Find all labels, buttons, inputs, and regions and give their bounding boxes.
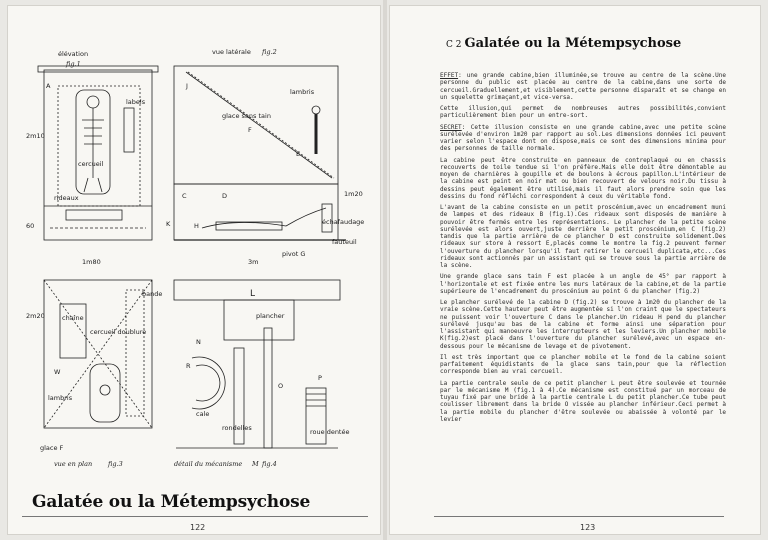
- fig2-person-head: [312, 106, 320, 114]
- paragraph-6: Le plancher surélevé de la cabine D (fig.2) se trouve à 1m20 du plancher de la vraie scène.Cette hauteur peut être augmentée si l'on craint que le spectateurs ne puissent voir l'ouverture C dans le plancher.Un rideau H pend du plancher surélevé jusqu'au bas de la cabine et forme ainsi une séparation pour l'assistant qui manoeuvre les interrupteurs et les leviers.Un plancher mobile K(fig.2)est placé dans l'ouverture du plancher surélevé,avec un espace en-dessous pour le mécanisme de levage et de pivotement.: [440, 299, 726, 350]
- label-plancher: plancher: [256, 312, 285, 320]
- label-2m20: 2m20: [26, 312, 45, 320]
- label-cercueil-doublure: cercueil doublure: [90, 328, 147, 336]
- label-D: D: [222, 192, 228, 200]
- label-vue-laterale: vue latérale: [212, 48, 251, 56]
- technical-drawing: [26, 28, 366, 478]
- technical-drawing-svg: [26, 28, 366, 478]
- fig1-skeleton-skull: [87, 96, 99, 108]
- fig4-top-beam: [174, 280, 340, 300]
- label-A: A: [46, 82, 51, 90]
- label-60: 60: [26, 222, 35, 230]
- label-cale: cale: [196, 410, 210, 418]
- label-2m10: 2m10: [26, 132, 45, 140]
- left-page-title: Galatée ou la Métempsychose: [32, 492, 311, 512]
- left-page-rule: [22, 516, 368, 517]
- effet-label: EFFET: [440, 72, 459, 79]
- label-elevation: élévation: [58, 50, 89, 58]
- label-cercueil: cercueil: [78, 160, 104, 168]
- label-chaine: chaîne: [62, 314, 84, 322]
- right-page: [390, 6, 760, 534]
- label-C: C: [182, 192, 187, 200]
- label-echafaudage: échafaudage: [322, 218, 365, 226]
- fig1-lamps: [124, 108, 134, 152]
- article-body: [440, 72, 726, 427]
- paragraph-secret: [440, 124, 726, 153]
- title-code: C 2: [446, 40, 462, 50]
- fig4-plancher: [224, 300, 294, 340]
- label-K: K: [166, 220, 171, 228]
- label-lambris-2: lambris: [290, 88, 315, 96]
- label-fauteuil: fauteuil: [332, 238, 357, 246]
- fig1-stage-front: [66, 210, 122, 220]
- label-1m20: 1m20: [344, 190, 363, 198]
- label-rondelles: rondelles: [222, 424, 252, 432]
- label-F: F: [248, 126, 252, 134]
- label-rideaux: rideaux: [54, 194, 79, 202]
- label-1m80: 1m80: [82, 258, 101, 266]
- label-J: J: [186, 82, 188, 90]
- label-fig1: fig.1: [66, 60, 81, 68]
- label-pivot-g: pivot G: [282, 250, 306, 258]
- label-E: E: [296, 150, 301, 158]
- label-glace-f: glace F: [40, 444, 64, 452]
- label-P: P: [318, 374, 322, 382]
- label-bande: bande: [142, 290, 163, 298]
- label-glace-sans-tain: glace sans tain: [222, 112, 271, 120]
- secret-text: : Cette illusion consiste en une grande cabine,avec une petite scène surélevée d'environ 1m20 par rapport au sol.Les dimensions données ici peuvent varier selon l'espace dont on dispose,mais ce sont des dimensions minima pour des personnes de taille normale.: [440, 123, 726, 153]
- paragraph-7: Il est très important que ce plancher mobile et le fond de la cabine soient parfaitement équidistants de la glace sans tain,pour que la réflection corresponde bien au vrai cercueil.: [440, 353, 726, 376]
- label-lambris-1: labels: [126, 98, 146, 106]
- effet-text: : une grande cabine,bien illuminée,se trouve au centre de la scène.Une personne du public est placée au centre de la cabine,dans une sorte de cercueil.Graduellement,et visiblement,cette personne disparaît et se change en un squelette grimaçant,et vice-versa.: [440, 72, 726, 101]
- right-page-rule: [434, 516, 724, 517]
- fig1-elevation: [38, 66, 158, 240]
- paragraph-4: L'avant de la cabine consiste en un petit proscénium,avec un encadrement muni de lampes et des rideaux B (fig.1).Ces rideaux sont disposés de manière à pouvoir être fermés entre les représentations. Le plancher de la petite scène surélevée est alors ouvert,juste derrière le petit proscénium,en C (fig.2) tandis que la partie arrière de ce plancher D est construite solidement.Des rideaux sur store à ressort E,placés comme le montre la fig.2 peuvent fermer l'ouverture du plancher lorsqu'il faut retirer le cercueil duplicata,etc...Ces rideaux sont actionnés par un assistant qui se trouve sous la partie arrière de la scène.: [440, 204, 726, 269]
- label-H: H: [194, 222, 199, 230]
- label-N: N: [196, 338, 201, 346]
- label-detail-mecanisme: détail du mécanisme: [174, 460, 243, 468]
- paragraph-effet-2: Cette illusion,qui permet de nombreuses autres possibilités,convient particulièrement bien pour un entre-sort.: [440, 105, 726, 120]
- label-vue-en-plan: vue en plan: [54, 460, 93, 468]
- label-fig4: fig.4: [262, 460, 277, 468]
- left-page: [8, 6, 380, 534]
- label-R: R: [186, 362, 191, 370]
- fig1-frame: [44, 70, 152, 240]
- paragraph-3: La cabine peut être construite en panneaux de contreplaqué ou en chassis recouverts de toile tendue si l'on préfère.Mais elle doit être démontable au moyen de charnières à goupille et de boulons à écrous papillon.L'intérieur de la cabine est peint en noir mat ou bien recouvert de velours noir.Du tissu à dessins peut également être utilisé,mais il faut alors prendre soin que les dessins du fond réfléchi correspondent à ceux du véritable fond.: [440, 156, 726, 200]
- label-W: W: [54, 368, 61, 376]
- paragraph-effet: [440, 72, 726, 101]
- fig2-upper-box: [174, 66, 338, 184]
- label-roue-dentee: roue dentée: [310, 428, 350, 436]
- label-3m: 3m: [248, 258, 259, 266]
- fig3-lambris: [126, 290, 144, 416]
- fig3-plan: [44, 280, 152, 428]
- right-page-title: [446, 36, 681, 51]
- fig3-chain-box: [60, 304, 86, 358]
- label-M: M: [252, 460, 259, 468]
- label-fig2: fig.2: [262, 48, 277, 56]
- book-gutter: [383, 0, 387, 540]
- fig2-lever: [202, 208, 326, 228]
- right-page-number: 123: [580, 523, 596, 532]
- label-L: L: [250, 289, 256, 299]
- fig4-mechanism: [174, 280, 340, 448]
- secret-label: SECRET: [440, 123, 462, 131]
- left-page-number: 122: [190, 523, 206, 532]
- fig2-lateral: [174, 66, 346, 240]
- label-fig3: fig.3: [108, 460, 123, 468]
- label-O: O: [278, 382, 284, 390]
- title-text: Galatée ou la Métempsychose: [464, 36, 682, 51]
- fig3-coffin: [90, 364, 120, 422]
- fig4-rod: [264, 328, 272, 448]
- fig1-cornice: [38, 66, 158, 72]
- paragraph-5: Une grande glace sans tain F est placée à un angle de 45° par rapport à l'horizontale et est fixée entre les murs latéraux de la cabine,et de la partie supérieure de l'encadrement du proscénium au point G du plancher (fig.2): [440, 273, 726, 295]
- label-lambris-3: lambris: [48, 394, 73, 402]
- paragraph-8: La partie centrale seule de ce petit plancher L peut être soulevée et tournée par le mécanisme M (fig.1 à 4).Ce mécanisme est constitué par un morceau de tuyau fixé par une bride à la partie centrale L du petit plancher.Ce tube peut coulisser librement dans la bride O vissée au plancher inférieur.Ceci permet à la partie mobile du plancher d'être soulevée ou abaissée à volonté par le levier: [440, 379, 726, 423]
